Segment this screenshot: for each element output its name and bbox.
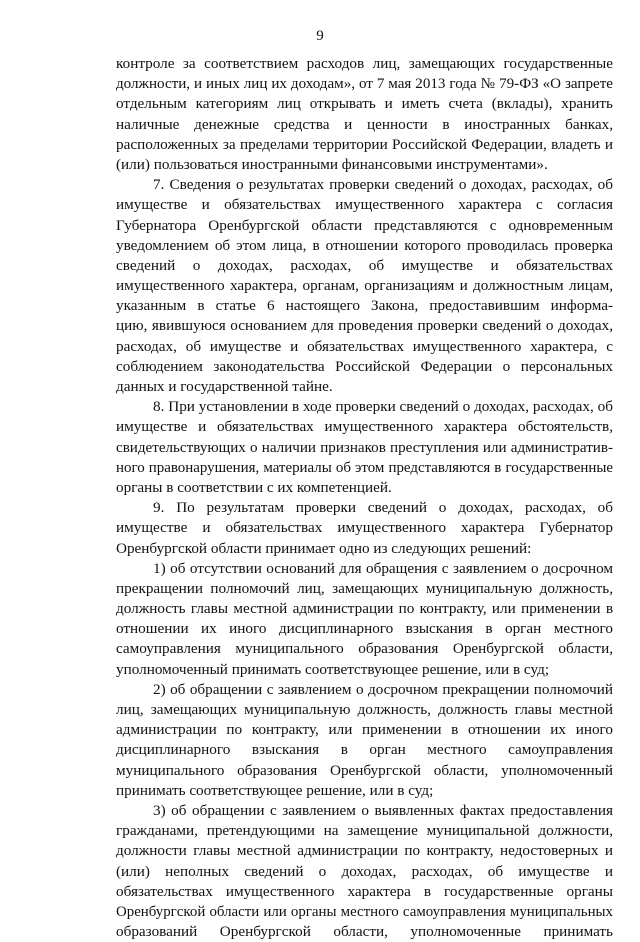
- paragraph-line: органы в соответствии с их компетенцией.: [116, 478, 392, 496]
- paragraph-line: 1) об отсутствии оснований для обращения с заявлением о досрочном: [153, 559, 613, 577]
- paragraph-line: имущественного характера, органам, организациям и должностным лицам,: [116, 277, 613, 295]
- paragraph-line: (или) неполных сведений о доходах, расходах, об имуществе и: [116, 862, 613, 880]
- paragraph-line: дисциплинарного взыскания в орган местного самоуправления: [116, 741, 613, 759]
- paragraph-line: отношении их иного дисциплинарного взыскания в орган местного: [116, 620, 613, 638]
- paragraph-line: имуществе и обязательствах имущественного характера Губернатор: [116, 519, 613, 537]
- paragraph-line: цию, явившуюся основанием для проведения проверки сведений о доходах,: [116, 317, 613, 335]
- paragraph: [116, 559, 613, 680]
- paragraph: [116, 801, 613, 942]
- paragraph-line: контроле за соответствием расходов лиц, замещающих государственные: [116, 55, 613, 72]
- paragraph-line: должность главы местной администрации по контракту, или применении в: [116, 600, 613, 618]
- paragraph-line: Оренбургской области принимает одно из следующих решений:: [116, 539, 532, 557]
- paragraph-line: имуществе и обязательствах имущественного характера обстоятельств,: [116, 418, 613, 436]
- paragraph-line: самоуправления муниципального образования Оренбургской области,: [116, 640, 613, 658]
- paragraph-line: 7. Сведения о результатах проверки сведений о доходах, расходах, об: [153, 176, 613, 194]
- paragraph-line: ного правонарушения, материалы об этом представляются в государственные: [116, 459, 613, 476]
- paragraph-line: (или) пользоваться иностранными финансовыми инструментами».: [116, 155, 548, 173]
- paragraph-line: образований Оренбургской области, уполномоченные принимать: [116, 923, 613, 941]
- paragraph-line: Губернатора Оренбургской области представляются с одновременным: [116, 216, 613, 234]
- paragraph-line: 2) об обращении с заявлением о досрочном прекращении полномочий: [153, 680, 613, 698]
- paragraph-line: отдельным категориям лиц открывать и иметь счета (вклады), хранить: [116, 95, 613, 113]
- paragraph-line: администрации по контракту, или применении в отношении их иного: [116, 721, 613, 739]
- paragraph: [116, 175, 613, 397]
- paragraph: [116, 397, 613, 498]
- paragraph-line: имуществе и обязательствах имущественного характера с согласия: [116, 196, 613, 214]
- paragraph: [116, 680, 613, 801]
- document-body: [116, 54, 613, 942]
- paragraph-line: свидетельствующих о наличии признаков преступления или административ-: [116, 439, 613, 456]
- paragraph-line: 8. При установлении в ходе проверки сведений о доходах, расходах, об: [153, 398, 613, 416]
- paragraph-line: наличные денежные средства и ценности в иностранных банках,: [116, 115, 613, 133]
- paragraph: [116, 54, 613, 175]
- paragraph-line: уведомлением об этом лица, в отношении которого проводилась проверка: [116, 236, 613, 254]
- paragraph-line: обязательствах имущественного характера в государственные органы: [116, 882, 613, 900]
- paragraph-line: соблюдением законодательства Российской Федерации о персональных: [116, 357, 613, 375]
- paragraph-line: 3) об обращении с заявлением о выявленных фактах предоставления: [153, 801, 613, 819]
- paragraph-line: указанным в статье 6 настоящего Закона, предоставившим информа-: [116, 297, 613, 315]
- paragraph-line: расположенных за пределами территории Российской Федерации, владеть и: [116, 135, 613, 153]
- page-number: 9: [316, 28, 324, 44]
- paragraph-line: гражданами, претендующими на замещение муниципальной должности,: [116, 822, 613, 840]
- paragraph: [116, 498, 613, 559]
- paragraph-line: лиц, замещающих муниципальную должность, должность главы местной: [116, 701, 613, 718]
- paragraph-line: Оренбургской области или органы местного самоуправления муниципальных: [116, 903, 613, 920]
- paragraph-line: сведений о доходах, расходах, об имуществе и обязательствах: [116, 256, 613, 274]
- paragraph-line: расходах, об имуществе и обязательствах имущественного характера, с: [116, 337, 613, 355]
- paragraph-line: должности главы местной администрации по контракту, недостоверных и: [116, 842, 613, 860]
- paragraph-line: данных и государственной тайне.: [116, 378, 333, 395]
- paragraph-line: принимать соответствующее решение, или в суд;: [116, 781, 434, 799]
- paragraph-line: муниципального образования Оренбургской области, уполномоченный: [116, 761, 613, 779]
- paragraph-line: уполномоченный принимать соответствующее решение, или в суд;: [116, 660, 550, 678]
- paragraph-line: 9. По результатам проверки сведений о доходах, расходах, об: [153, 499, 613, 517]
- paragraph-line: должности, и иных лиц их доходам», от 7 мая 2013 года № 79-ФЗ «О запрете: [116, 76, 613, 93]
- paragraph-line: прекращении полномочий лиц, замещающих муниципальную должность,: [116, 579, 613, 597]
